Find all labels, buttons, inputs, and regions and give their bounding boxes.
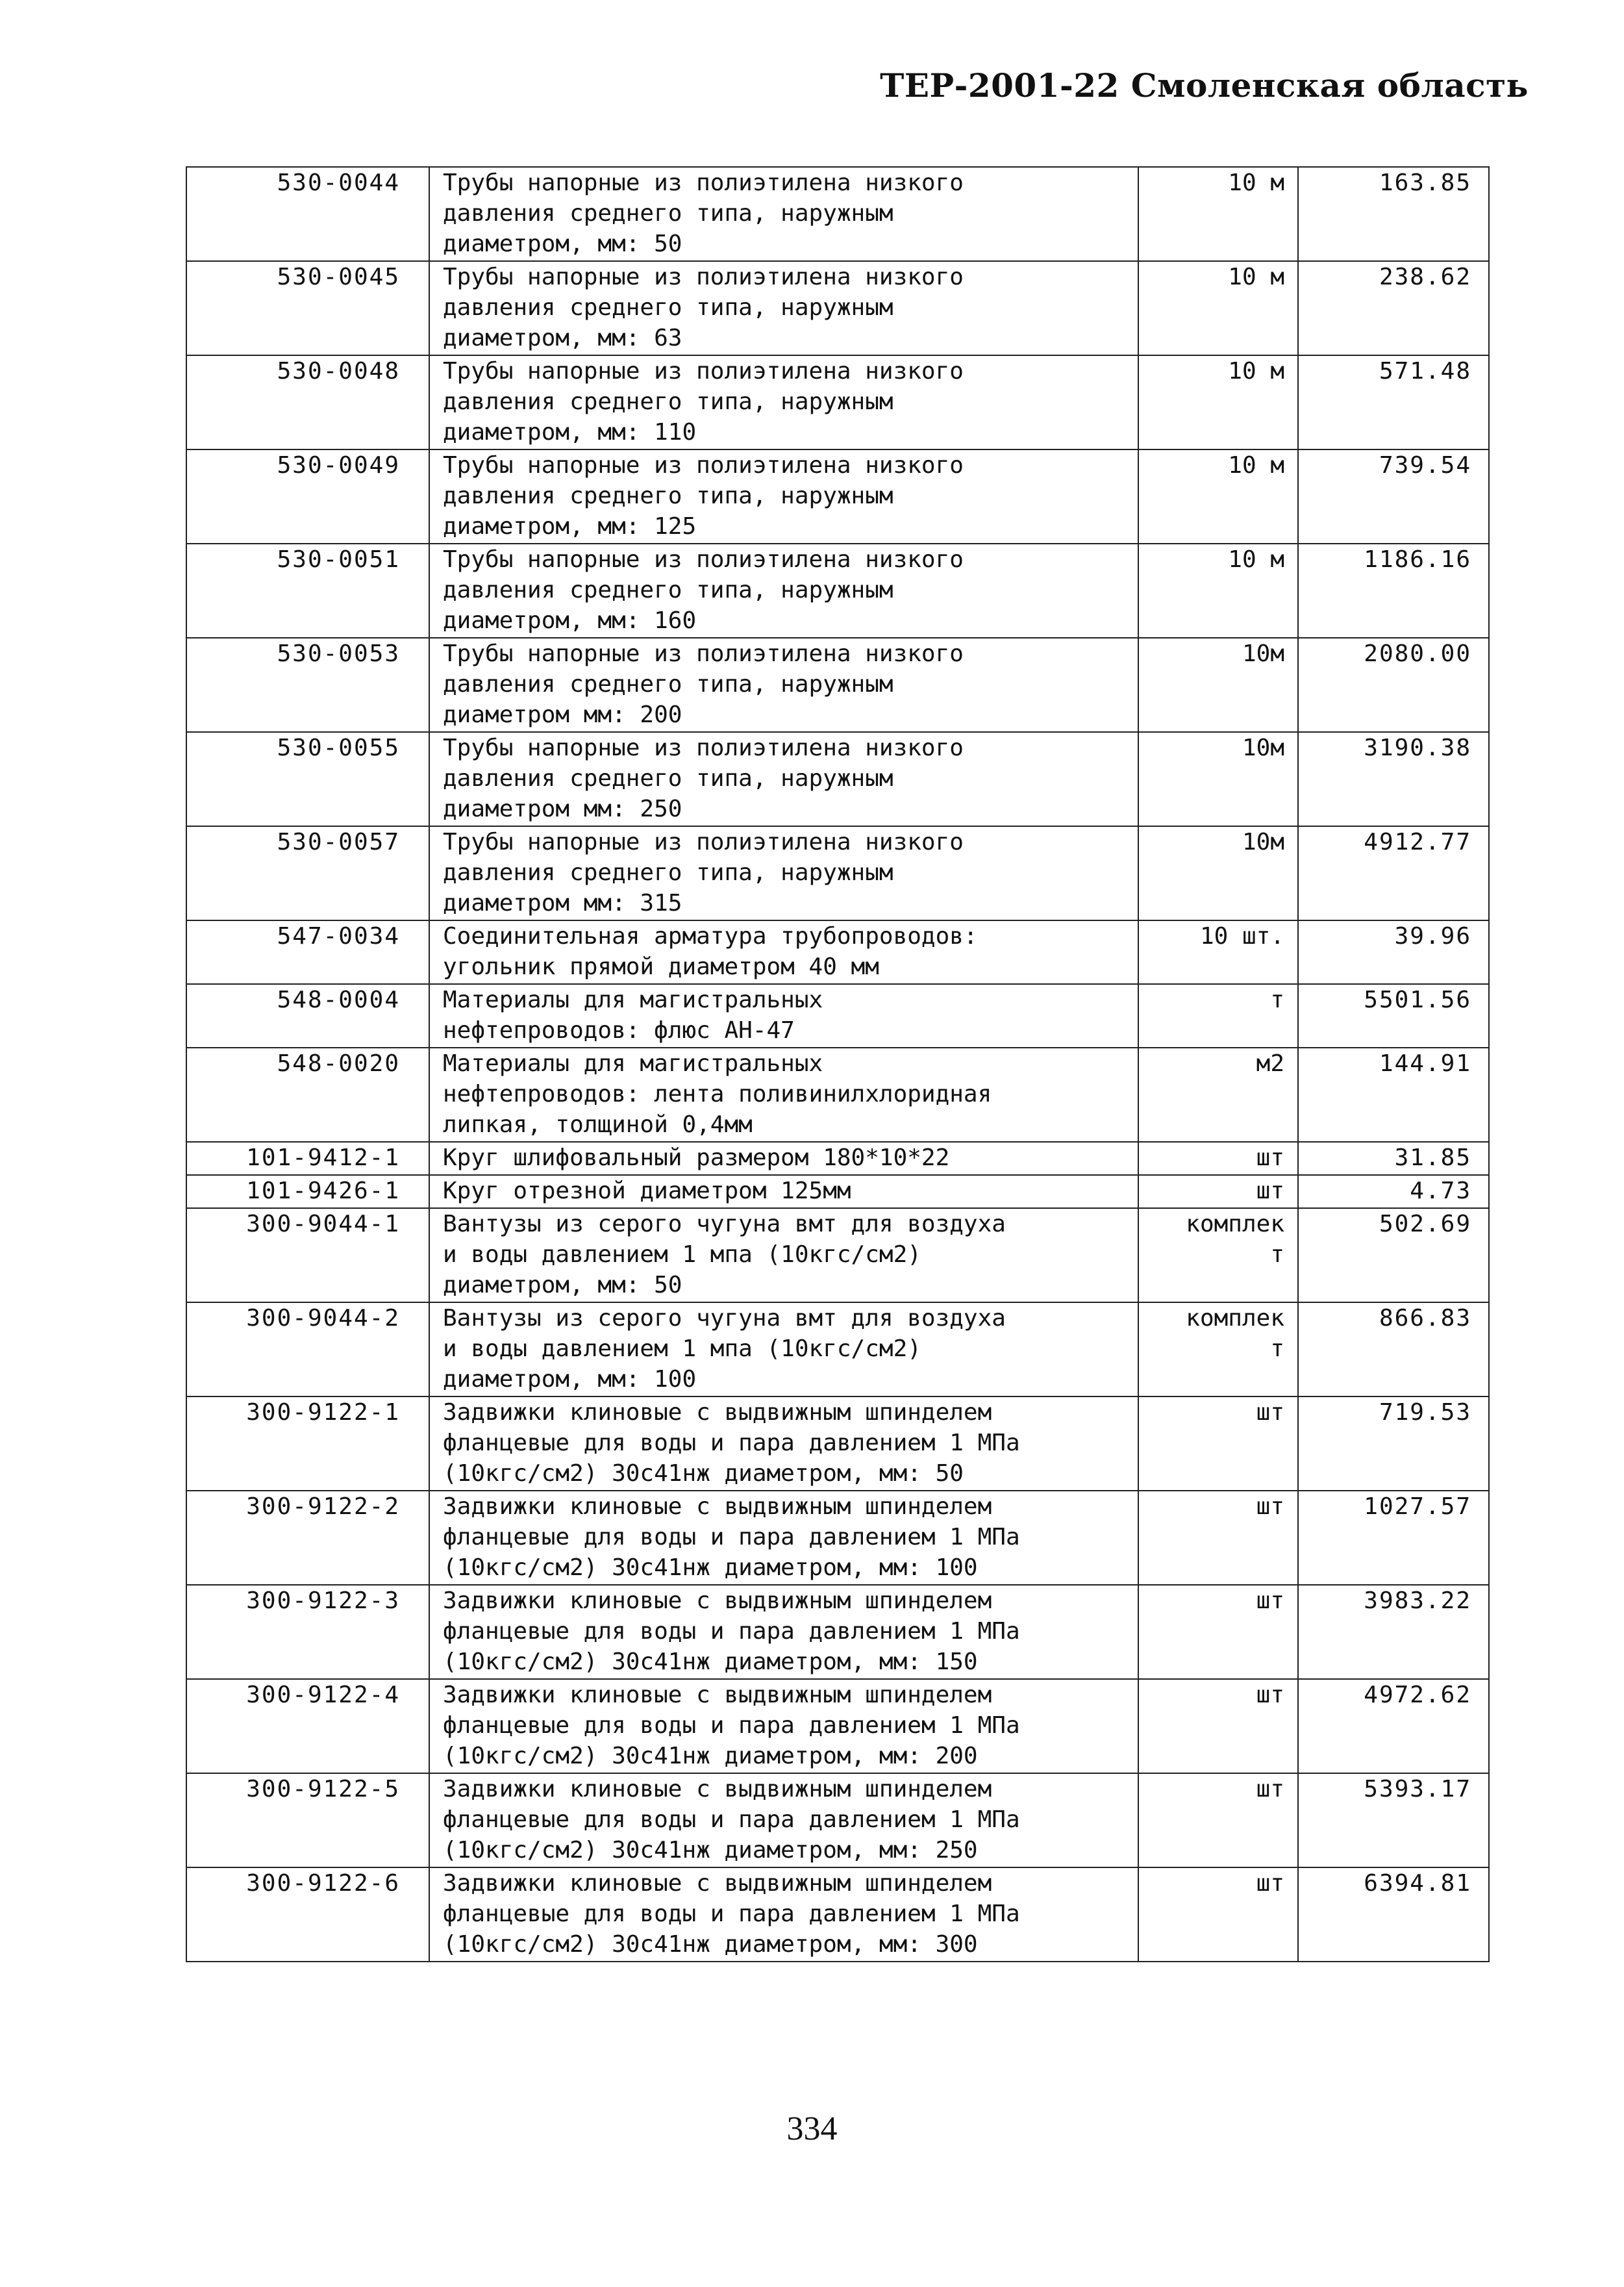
- price-cell: 1027.57: [1298, 1491, 1489, 1585]
- unit-cell: м2: [1138, 1048, 1298, 1142]
- price-cell: 3983.22: [1298, 1585, 1489, 1679]
- resource-code-cell: 300-9122-4: [186, 1679, 429, 1773]
- resource-code-cell: 300-9122-3: [186, 1585, 429, 1679]
- resource-name-cell: Трубы напорные из полиэтилена низкого давления среднего типа, наружным диаметром мм: 250: [429, 732, 1138, 826]
- resource-name-cell: Трубы напорные из полиэтилена низкого давления среднего типа, наружным диаметром, мм: 63: [429, 261, 1138, 355]
- price-table-body: [186, 167, 1489, 1962]
- price-cell: 238.62: [1298, 261, 1489, 355]
- resource-code-cell: 548-0020: [186, 1048, 429, 1142]
- price-cell: 3190.38: [1298, 732, 1489, 826]
- resource-name-cell: Вантузы из серого чугуна вмт для воздуха и воды давлением 1 мпа (10кгс/см2) диаметром, мм: 50: [429, 1208, 1138, 1302]
- resource-code-cell: 530-0048: [186, 355, 429, 449]
- price-cell: 866.83: [1298, 1302, 1489, 1396]
- price-cell: 4912.77: [1298, 826, 1489, 920]
- resource-name-cell: Трубы напорные из полиэтилена низкого давления среднего типа, наружным диаметром, мм: 160: [429, 544, 1138, 638]
- resource-name-cell: Задвижки клиновые с выдвижным шпинделем фланцевые для воды и пара давлением 1 МПа (10кгс/см2) 30с41нж диаметром, мм: 200: [429, 1679, 1138, 1773]
- resource-code-cell: 530-0045: [186, 261, 429, 355]
- table-row: [186, 1048, 1489, 1142]
- table-row: [186, 544, 1489, 638]
- resource-name-cell: Задвижки клиновые с выдвижным шпинделем фланцевые для воды и пара давлением 1 МПа (10кгс/см2) 30с41нж диаметром, мм: 150: [429, 1585, 1138, 1679]
- resource-name-cell: Задвижки клиновые с выдвижным шпинделем фланцевые для воды и пара давлением 1 МПа (10кгс/см2) 30с41нж диаметром, мм: 300: [429, 1867, 1138, 1962]
- price-cell: 163.85: [1298, 167, 1489, 261]
- resource-code-cell: 548-0004: [186, 984, 429, 1048]
- resource-name-cell: Трубы напорные из полиэтилена низкого давления среднего типа, наружным диаметром, мм: 125: [429, 449, 1138, 544]
- resource-code-cell: 300-9044-2: [186, 1302, 429, 1396]
- resource-code-cell: 530-0055: [186, 732, 429, 826]
- price-cell: 1186.16: [1298, 544, 1489, 638]
- price-cell: 2080.00: [1298, 638, 1489, 732]
- resource-name-cell: Соединительная арматура трубопроводов: угольник прямой диаметром 40 мм: [429, 920, 1138, 984]
- table-row: [186, 449, 1489, 544]
- page-number: 334: [786, 2110, 838, 2147]
- price-cell: 571.48: [1298, 355, 1489, 449]
- resource-code-cell: 300-9122-5: [186, 1773, 429, 1867]
- resource-name-cell: Трубы напорные из полиэтилена низкого давления среднего типа, наружным диаметром мм: 315: [429, 826, 1138, 920]
- resource-code-cell: 101-9412-1: [186, 1142, 429, 1175]
- price-cell: 39.96: [1298, 920, 1489, 984]
- table-row: [186, 984, 1489, 1048]
- resource-code-cell: 300-9122-2: [186, 1491, 429, 1585]
- unit-cell: 10 м: [1138, 261, 1298, 355]
- price-cell: 719.53: [1298, 1396, 1489, 1491]
- unit-cell: шт: [1138, 1142, 1298, 1175]
- unit-cell: шт: [1138, 1585, 1298, 1679]
- resource-name-cell: Задвижки клиновые с выдвижным шпинделем фланцевые для воды и пара давлением 1 МПа (10кгс/см2) 30с41нж диаметром, мм: 100: [429, 1491, 1138, 1585]
- unit-cell: 10 м: [1138, 449, 1298, 544]
- unit-cell: шт: [1138, 1867, 1298, 1962]
- table-row: [186, 1208, 1489, 1302]
- table-row: [186, 355, 1489, 449]
- resource-name-cell: Материалы для магистральных нефтепроводов: лента поливинилхлоридная липкая, толщиной 0,4мм: [429, 1048, 1138, 1142]
- resource-code-cell: 530-0051: [186, 544, 429, 638]
- unit-cell: шт: [1138, 1396, 1298, 1491]
- price-cell: 502.69: [1298, 1208, 1489, 1302]
- unit-cell: комплек т: [1138, 1302, 1298, 1396]
- resource-name-cell: Трубы напорные из полиэтилена низкого давления среднего типа, наружным диаметром мм: 200: [429, 638, 1138, 732]
- table-row: [186, 261, 1489, 355]
- table-row: [186, 638, 1489, 732]
- table-row: [186, 1175, 1489, 1208]
- resource-code-cell: 101-9426-1: [186, 1175, 429, 1208]
- table-row: [186, 732, 1489, 826]
- resource-name-cell: Трубы напорные из полиэтилена низкого давления среднего типа, наружным диаметром, мм: 50: [429, 167, 1138, 261]
- unit-cell: 10 м: [1138, 355, 1298, 449]
- table-row: [186, 1867, 1489, 1962]
- unit-cell: 10 м: [1138, 544, 1298, 638]
- resource-name-cell: Круг отрезной диаметром 125мм: [429, 1175, 1138, 1208]
- unit-cell: 10м: [1138, 826, 1298, 920]
- unit-cell: комплек т: [1138, 1208, 1298, 1302]
- unit-cell: 10 шт.: [1138, 920, 1298, 984]
- table-row: [186, 1302, 1489, 1396]
- table-row: [186, 1396, 1489, 1491]
- resource-code-cell: 300-9122-1: [186, 1396, 429, 1491]
- price-cell: 4972.62: [1298, 1679, 1489, 1773]
- resource-name-cell: Вантузы из серого чугуна вмт для воздуха и воды давлением 1 мпа (10кгс/см2) диаметром, мм: 100: [429, 1302, 1138, 1396]
- unit-cell: 10 м: [1138, 167, 1298, 261]
- unit-cell: шт: [1138, 1679, 1298, 1773]
- resource-code-cell: 530-0049: [186, 449, 429, 544]
- price-cell: 5393.17: [1298, 1773, 1489, 1867]
- table-row: [186, 920, 1489, 984]
- resource-code-cell: 530-0044: [186, 167, 429, 261]
- price-cell: 739.54: [1298, 449, 1489, 544]
- resource-code-cell: 300-9044-1: [186, 1208, 429, 1302]
- unit-cell: шт: [1138, 1773, 1298, 1867]
- unit-cell: 10м: [1138, 638, 1298, 732]
- resource-code-cell: 300-9122-6: [186, 1867, 429, 1962]
- resource-name-cell: Круг шлифовальный размером 180*10*22: [429, 1142, 1138, 1175]
- price-cell: 4.73: [1298, 1175, 1489, 1208]
- table-row: [186, 1585, 1489, 1679]
- resource-code-cell: 547-0034: [186, 920, 429, 984]
- unit-cell: шт: [1138, 1175, 1298, 1208]
- table-row: [186, 1491, 1489, 1585]
- resource-code-cell: 530-0057: [186, 826, 429, 920]
- unit-cell: шт: [1138, 1491, 1298, 1585]
- table-row: [186, 1142, 1489, 1175]
- resource-code-cell: 530-0053: [186, 638, 429, 732]
- resource-name-cell: Материалы для магистральных нефтепроводов: флюс АН-47: [429, 984, 1138, 1048]
- price-table: [186, 166, 1490, 1962]
- unit-cell: 10м: [1138, 732, 1298, 826]
- price-cell: 6394.81: [1298, 1867, 1489, 1962]
- price-cell: 144.91: [1298, 1048, 1489, 1142]
- table-row: [186, 167, 1489, 261]
- table-row: [186, 1773, 1489, 1867]
- page-header-title: ТЕР-2001-22 Смоленская область: [880, 66, 1529, 105]
- price-cell: 5501.56: [1298, 984, 1489, 1048]
- resource-name-cell: Задвижки клиновые с выдвижным шпинделем фланцевые для воды и пара давлением 1 МПа (10кгс/см2) 30с41нж диаметром, мм: 50: [429, 1396, 1138, 1491]
- table-row: [186, 1679, 1489, 1773]
- resource-name-cell: Задвижки клиновые с выдвижным шпинделем фланцевые для воды и пара давлением 1 МПа (10кгс/см2) 30с41нж диаметром, мм: 250: [429, 1773, 1138, 1867]
- resource-name-cell: Трубы напорные из полиэтилена низкого давления среднего типа, наружным диаметром, мм: 110: [429, 355, 1138, 449]
- unit-cell: т: [1138, 984, 1298, 1048]
- table-row: [186, 826, 1489, 920]
- price-cell: 31.85: [1298, 1142, 1489, 1175]
